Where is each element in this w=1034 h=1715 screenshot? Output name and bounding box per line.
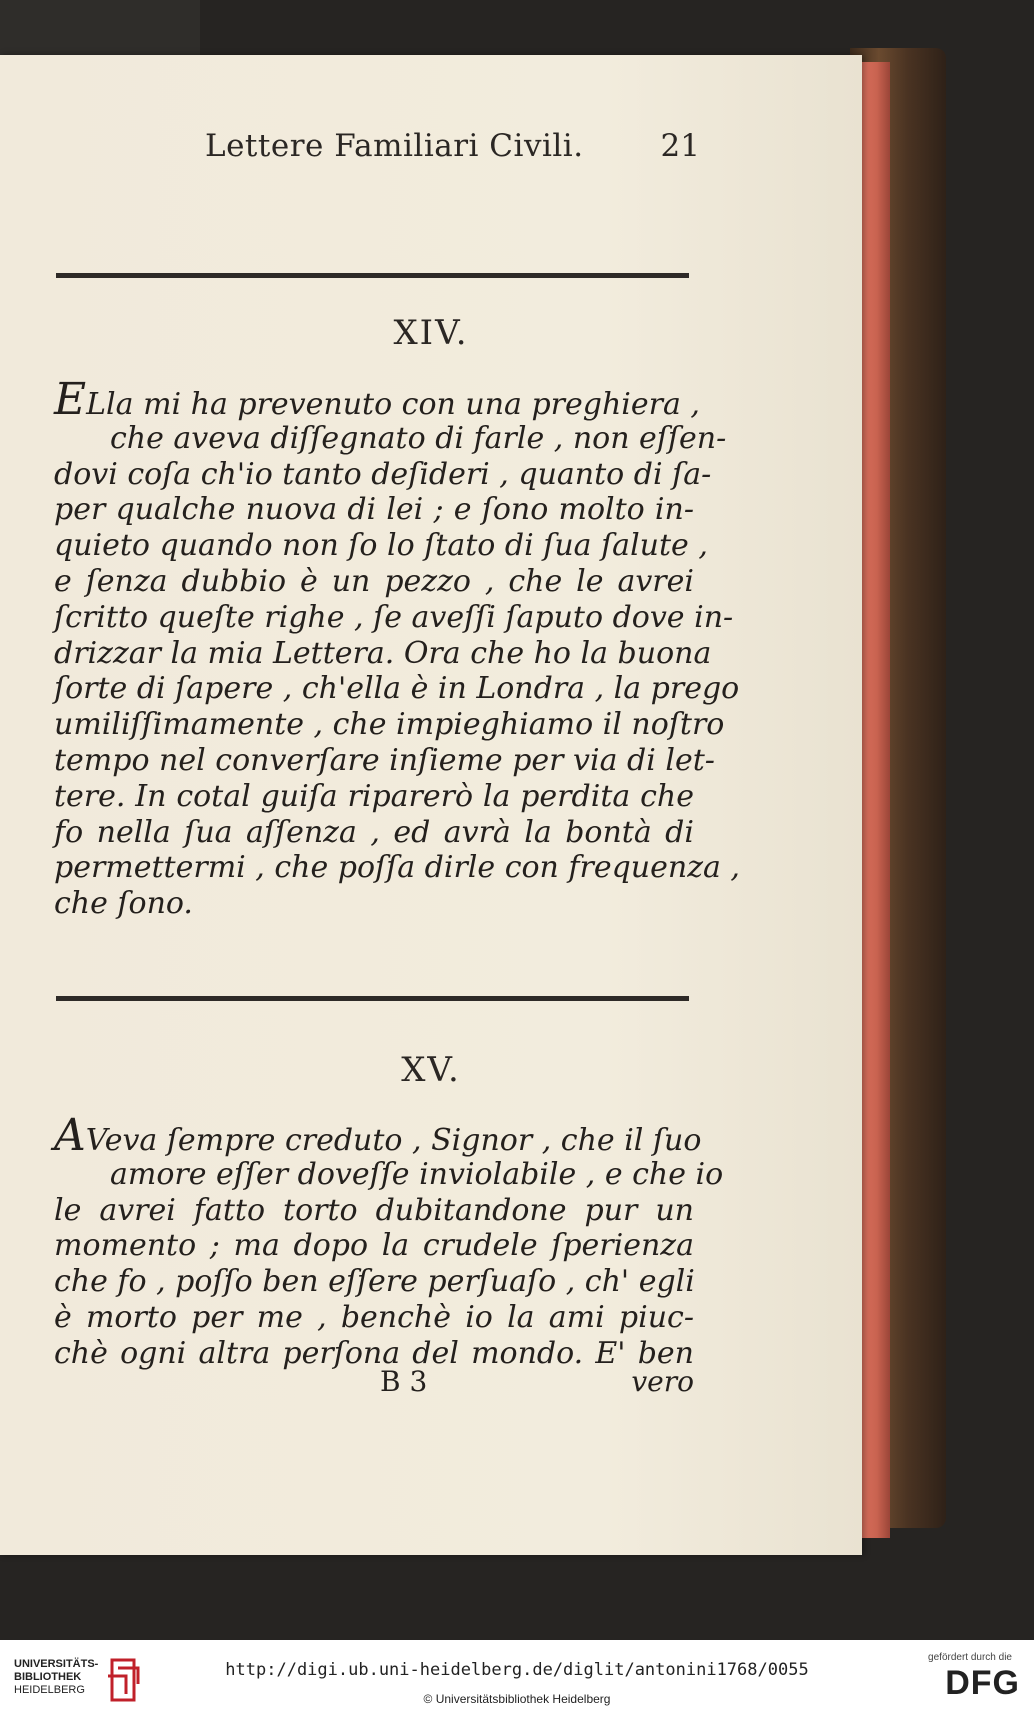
library-name-line1: UNIVERSITÄTS- [14,1658,99,1670]
line-text: Veva ſempre creduto , Signor , che il ſuo [85,1123,702,1158]
text-line [54,779,694,815]
catchword: vero [631,1365,694,1398]
text-line [54,492,694,528]
text-line [54,707,725,743]
text-line [54,1193,694,1229]
line-text: che ſono. [54,886,193,922]
line-text: che fo , poſſo ben eſſere perſuaſo , ch' egli [54,1264,695,1300]
footer-bar [0,1640,1034,1715]
line-text: ſorte di ſapere , ch'ella è in Londra , la prego [54,671,740,707]
line-text: fo nella ſua aſſenza , ed avrà la bontà di [54,814,694,850]
line-text: dovi coſa ch'io tanto deſideri , quanto di ſa- [54,456,712,492]
library-name-line2: BIBLIOTHEK [14,1671,82,1683]
running-header [60,128,700,168]
library-name-line3: HEIDELBERG [14,1684,85,1696]
text-line [54,1264,694,1300]
line-text: tere. In cotal guiſa riparerò la perdita che [54,778,694,814]
line-text: le avrei fatto torto dubitandone pur un [54,1192,694,1228]
book-page [0,55,862,1555]
text-line [54,1300,694,1336]
ornamental-rule-top [56,273,689,278]
background [0,0,200,60]
line-text: che aveva diſſegnato di farle , non eſſen- [110,420,727,456]
running-title: Lettere Familiari Civili. [205,128,584,164]
text-line [54,635,712,672]
letter-xv-text [54,1110,724,1372]
text-line [54,1156,724,1193]
line-text: per qualche nuova di lei ; e ſono molto in- [54,492,694,528]
line-text: momento ; ma dopo la crudele ſperienza [54,1228,694,1264]
line-text: è morto per me , benchè io la ami piuc- [54,1299,694,1335]
page-number: 21 [660,128,700,164]
line-text: e ſenza dubbio è un pezzo , che le avrei [54,563,694,599]
text-line [54,420,727,457]
funding-caption: gefördert durch die [928,1652,1012,1663]
document-url-link[interactable]: http://digi.ub.uni-heidelberg.de/diglit/antonini1768/0055 [225,1660,809,1680]
letter-xv-numeral: XV. [401,1050,461,1090]
text-line [54,564,694,600]
line-text: amore eſſer doveſſe inviolabile , e che io [110,1156,724,1192]
line-text: drizzar la mia Lettera. Ora che ho la buona [54,635,712,671]
drop-initial: E [54,374,87,425]
text-line [54,886,694,922]
dfg-logo: DFG [945,1664,1020,1702]
text-line [54,742,715,779]
text-line [54,671,740,707]
copyright-notice: © Universitätsbibliothek Heidelberg [423,1692,611,1706]
text-line [54,456,712,493]
text-line [54,1110,702,1161]
line-text: ſcritto queſte righe , ſe aveſſi ſaputo dove in- [54,599,734,635]
line-text: quieto quando non ſo lo ſtato di ſua ſalute , [54,528,708,564]
text-line [54,374,700,425]
line-text: umiliſſimamente , che impieghiamo il noſtro [54,707,725,743]
text-line [54,815,694,851]
drop-initial: A [54,1110,86,1161]
ornamental-rule-middle [56,996,689,1001]
line-text: Lla mi ha prevenuto con una preghiera , [86,387,700,422]
signature-mark: B 3 [380,1365,428,1398]
line-text: chè ogni altra perſona del mondo. E' ben [54,1335,694,1371]
line-text: tempo nel converſare inſieme per via di let- [54,742,715,778]
line-text: permettermi , che poſſa dirle con frequenza , [54,850,740,886]
letter-xiv-numeral: XIV. [393,313,469,353]
text-line [54,850,740,886]
text-line [54,599,734,636]
letter-xiv-text [54,374,740,922]
text-line [54,1228,694,1264]
text-line [54,528,708,564]
